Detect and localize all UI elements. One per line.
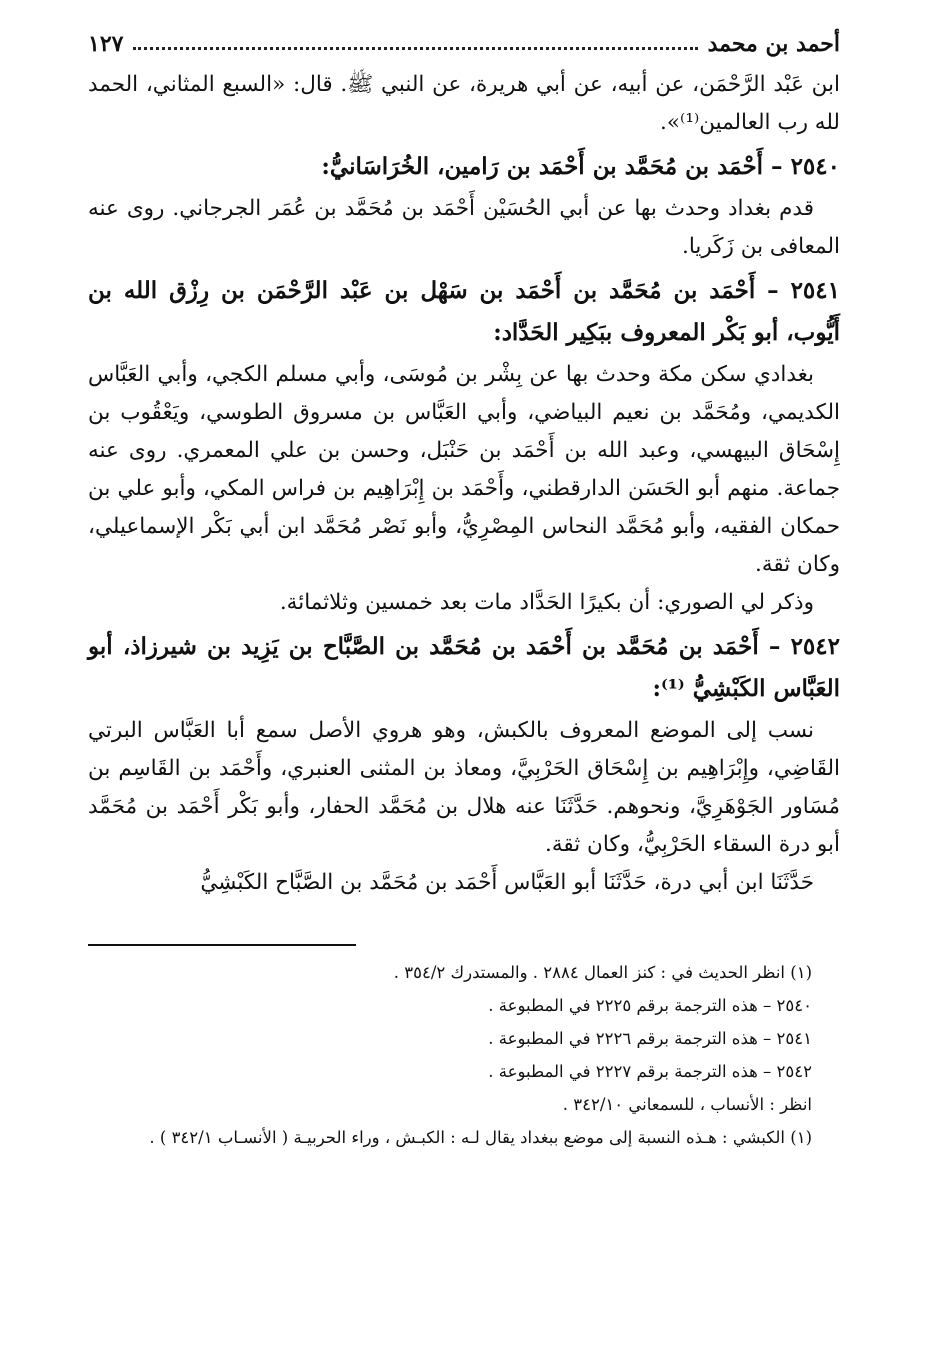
entry-paragraph: بغدادي سكن مكة وحدث بها عن بِشْر بن مُوسَى، وأبي مسلم الكجي، وأبي العَبَّاس الكديمي، ومُحَمَّد بن نعيم البياضي، وأبي العَبَّاس بن مسروق الطوسي، ويَعْقُوب بن إِسْحَاق البيهسي، وعبد الله بن أَحْمَد بن حَنْبَل، وحسن بن علي المعمري. روى عنه جماعة. منهم أبو الحَسَن الدارقطني، وأَحْمَد بن إِبْرَاهِيم بن فراس المكي، وأبو علي بن حمكان الفقيه، وأبو مُحَمَّد النحاس المِصْرِيُّ، وأبو نَصْر مُحَمَّد ابن أبي بَكْر الإسماعيلي، وكان ثقة. <box>88 362 840 577</box>
footnote-separator <box>88 944 356 946</box>
footnote: انظر : الأنساب ، للسمعاني ٣٤٢/١٠ . <box>562 1095 812 1114</box>
main-text <box>88 66 840 902</box>
entry-paragraph: حَدَّثَنَا ابن أبي درة، حَدَّثَنَا أبو العَبَّاس أَحْمَد بن مُحَمَّد بن الصَّبَّاح الكَبْشِيُّ <box>200 870 814 895</box>
footnotes <box>88 956 840 1154</box>
header-dot-leader <box>133 47 697 50</box>
continuation-paragraph: ابن عَبْد الرَّحْمَن، عن أبيه، عن أبي هريرة، عن النبي ﷺ. قال: «السبع المثاني، الحمد لله رب العالمين⁽¹⁾». <box>88 72 840 135</box>
entry-title-2542: ٢٥٤٢ – أَحْمَد بن مُحَمَّد بن أَحْمَد بن مُحَمَّد بن الصَّبَّاح بن يَزِيد بن شيرزاذ، أبو العَبَّاس الكَبْشِيُّ ⁽¹⁾: <box>88 633 840 702</box>
entry-paragraph: وذكر لي الصوري: أن بكيرًا الحَدَّاد مات بعد خمسين وثلاثمائة. <box>279 590 814 615</box>
entry-paragraph: قدم بغداد وحدث بها عن أبي الحُسَيْن أَحْمَد بن مُحَمَّد بن عُمَر الجرجاني. روى عنه المعافى بن زَكَريا. <box>88 196 840 259</box>
entry-paragraph: نسب إلى الموضع المعروف بالكبش، وهو هروي الأصل سمع أبا العَبَّاس البرتي القَاضِي، وإِبْرَاهِيم بن إِسْحَاق الحَرْبِيَّ، ومعاذ بن المثنى العنبري، وأَحْمَد بن القَاسِم بن مُسَاور الجَوْهَرِيَّ، ونحوهم. حَدَّثَنَا عنه هلال بن مُحَمَّد الحفار، وأبو بَكْر أَحْمَد بن مُحَمَّد أبو درة السقاء الحَرْبِيُّ، وكان ثقة. <box>88 718 840 857</box>
book-page <box>88 22 840 1342</box>
footnote: ٢٥٤٠ – هذه الترجمة برقم ٢٢٢٥ في المطبوعة . <box>488 996 812 1015</box>
running-title: أحمد بن محمد <box>707 31 840 57</box>
entry-title-2540: ٢٥٤٠ – أَحْمَد بن مُحَمَّد بن أَحْمَد بن رَامين، الخُرَاسَانيُّ: <box>321 153 840 180</box>
footnote-separator-wrap <box>88 902 840 956</box>
entry-title-2541: ٢٥٤١ – أَحْمَد بن مُحَمَّد بن أَحْمَد بن سَهْل بن عَبْد الرَّحْمَن بن رِزْق الله بن أَيُّوب، أبو بَكْر المعروف ببَكِير الحَدَّاد: <box>88 277 840 346</box>
footnote: ٢٥٤٢ – هذه الترجمة برقم ٢٢٢٧ في المطبوعة . <box>488 1062 812 1081</box>
footnote: ٢٥٤١ – هذه الترجمة برقم ٢٢٢٦ في المطبوعة . <box>488 1029 812 1048</box>
footnote: (١) الكبشي : هـذه النسبة إلى موضع ببغداد يقال لـه : الكبـش ، وراء الحربيـة ( الأنسـاب ٣٤٢/١ ) . <box>149 1128 812 1147</box>
running-header <box>88 22 840 66</box>
page-number: ١٢٧ <box>88 31 124 57</box>
footnote: (١) انظر الحديث في : كنز العمال ٢٨٨٤ . والمستدرك ٣٥٤/٢ . <box>393 963 812 982</box>
